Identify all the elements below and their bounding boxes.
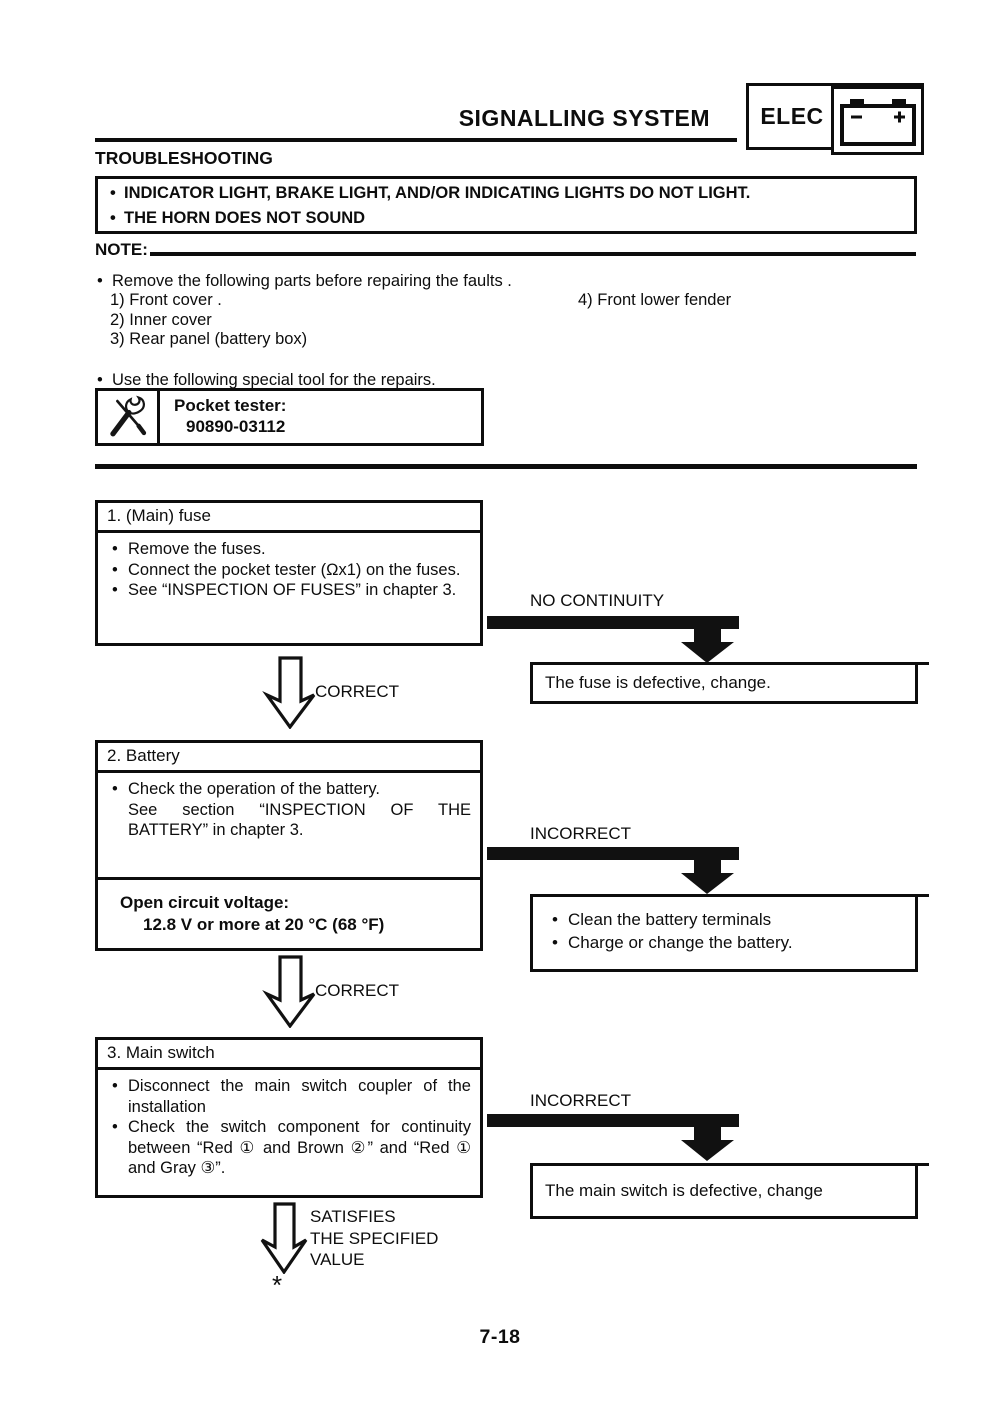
spec-value: 12.8 V or more at 20 °C (68 °F) — [143, 914, 385, 934]
part-item: 3) Rear panel (battery box) — [110, 330, 308, 349]
special-tool-label: Pocket tester: — [174, 396, 287, 415]
step-bullet: • Remove the fuses. — [107, 539, 471, 560]
footnote-marker: * — [272, 1270, 283, 1300]
branch-label-no-continuity: NO CONTINUITY — [530, 591, 665, 610]
correct-label: CORRECT — [315, 981, 400, 1000]
symptom-box — [95, 176, 917, 234]
satisfies-arrow-icon — [258, 1202, 310, 1274]
step-bullet: • Check the switch component for continuity between “Red ① and Brown ②” and “Red ① and Gray ③”. — [107, 1117, 471, 1179]
result-bullet: • Clean the battery terminals — [547, 908, 915, 931]
header-rule — [95, 138, 737, 142]
symptom-item: • THE HORN DOES NOT SOUND — [108, 206, 904, 231]
result-box-main-switch — [530, 1163, 918, 1219]
note-item: • Use the following special tool for the repairs. — [95, 370, 652, 390]
step-bullet: • Connect the pocket tester (Ωx1) on the fuses. — [107, 560, 471, 581]
step-bullet: • Disconnect the main switch coupler of the installation — [107, 1076, 471, 1117]
chapter-tag-label: ELEC — [760, 103, 824, 129]
pocket-tester-icon — [98, 391, 160, 443]
note-label: NOTE: — [95, 240, 148, 259]
branch-label-incorrect: INCORRECT — [530, 1091, 632, 1110]
troubleshooting-heading: TROUBLESHOOTING — [95, 148, 273, 168]
special-tool-box — [95, 388, 484, 446]
step-box-3 — [95, 1037, 483, 1198]
part-item: 1) Front cover . — [110, 291, 222, 309]
branch-arrow-icon — [487, 616, 739, 663]
symptom-item: • INDICATOR LIGHT, BRAKE LIGHT, AND/OR INDICATING LIGHTS DO NOT LIGHT. — [108, 181, 904, 206]
correct-arrow-icon — [261, 656, 319, 729]
step-box-2 — [95, 740, 483, 951]
result-box-fuse — [530, 662, 918, 704]
parts-list-right — [578, 291, 731, 311]
branch-arrow-icon — [487, 847, 739, 894]
result-box-battery — [530, 894, 918, 972]
satisfies-label — [310, 1206, 438, 1271]
satisfies-line: VALUE — [310, 1250, 365, 1269]
part-item: 2) Inner cover — [110, 310, 212, 329]
correct-label: CORRECT — [315, 682, 400, 701]
special-tool-text — [160, 391, 286, 443]
branch-label-incorrect: INCORRECT — [530, 824, 632, 843]
special-tool-number: 90890-03112 — [186, 417, 286, 436]
step-body — [98, 533, 480, 601]
page-title: SIGNALLING SYSTEM — [458, 105, 710, 131]
correct-arrow-icon — [261, 955, 319, 1028]
satisfies-line: SATISFIES — [310, 1207, 396, 1226]
parts-list-left — [110, 291, 307, 350]
step-bullet: • Check the operation of the battery. — [107, 779, 471, 800]
result-text: The main switch is defective, change — [545, 1181, 823, 1200]
step-bullet: • See “INSPECTION OF FUSES” in chapter 3. — [107, 580, 471, 601]
result-text: The fuse is defective, change. — [545, 673, 771, 692]
part-item: 4) Front lower fender — [578, 291, 732, 309]
result-bullet: • Charge or change the battery. — [547, 931, 915, 954]
battery-icon — [831, 86, 924, 155]
step-title: 1. (Main) fuse — [98, 503, 480, 533]
step-title: 2. Battery — [98, 743, 480, 773]
step-body — [98, 1070, 480, 1179]
note-rule — [150, 252, 916, 256]
page-number: 7-18 — [479, 1326, 521, 1348]
spec-label: Open circuit voltage: — [120, 893, 290, 912]
step-body — [98, 773, 480, 880]
step-bullet-continuation: See section “INSPECTION OF THE BATTERY” in chapter 3. — [128, 800, 471, 839]
spec-block — [98, 880, 480, 935]
step-box-1 — [95, 500, 483, 646]
section-rule — [95, 464, 917, 469]
branch-arrow-icon — [487, 1114, 739, 1161]
step-title: 3. Main switch — [98, 1040, 480, 1070]
satisfies-line: THE SPECIFIED — [310, 1228, 439, 1248]
note-item: • Remove the following parts before repairing the faults . — [95, 271, 652, 291]
